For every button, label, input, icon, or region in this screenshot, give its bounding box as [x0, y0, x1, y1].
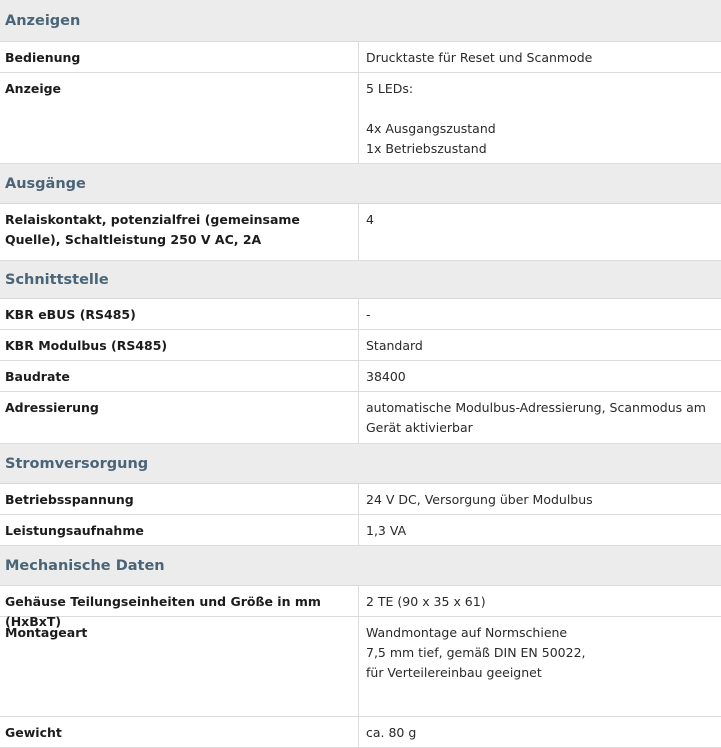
spec-row	[0, 717, 721, 748]
section-header-anzeigen: Anzeigen	[0, 0, 721, 42]
spec-value	[359, 515, 721, 545]
spec-row	[0, 42, 721, 73]
spec-row	[0, 299, 721, 330]
section-header-ausgaenge: Ausgänge	[0, 164, 721, 204]
spec-value-line	[366, 99, 715, 119]
spec-row	[0, 617, 721, 717]
spec-value	[359, 361, 721, 391]
section-header-stromversorgung: Stromversorgung	[0, 444, 721, 484]
spec-value-line: Gerät aktivierbar	[366, 420, 473, 435]
spec-value	[359, 586, 721, 616]
spec-row	[0, 204, 721, 261]
spec-value	[359, 73, 721, 163]
spec-row	[0, 361, 721, 392]
spec-label: Betriebsspannung	[0, 484, 359, 514]
spec-label: Baudrate	[0, 361, 359, 391]
spec-row	[0, 330, 721, 361]
spec-value-line: für Verteilereinbau geeignet	[366, 665, 542, 680]
spec-label: KBR eBUS (RS485)	[0, 299, 359, 329]
spec-value-line: 1,3 VA	[366, 523, 407, 538]
spec-value-line: ca. 80 g	[366, 725, 417, 740]
spec-value-line: 2 TE (90 x 35 x 61)	[366, 594, 486, 609]
spec-value-line: 1x Betriebszustand	[366, 141, 487, 156]
spec-label: Gehäuse Teilungseinheiten und Größe in mm (HxBxT)	[0, 586, 359, 616]
spec-value	[359, 617, 721, 716]
spec-value-line: Standard	[366, 338, 423, 353]
spec-value	[359, 42, 721, 72]
spec-value-line: 5 LEDs:	[366, 81, 414, 96]
section-header-schnittstelle: Schnittstelle	[0, 261, 721, 299]
spec-value	[359, 204, 721, 260]
spec-label: Leistungsaufnahme	[0, 515, 359, 545]
spec-value	[359, 330, 721, 360]
spec-value-line: 38400	[366, 369, 406, 384]
spec-label: KBR Modulbus (RS485)	[0, 330, 359, 360]
spec-label: Montageart	[0, 617, 359, 716]
spec-value	[359, 717, 721, 747]
spec-value	[359, 299, 721, 329]
spec-label: Anzeige	[0, 73, 359, 163]
spec-row	[0, 73, 721, 164]
spec-value-line: automatische Modulbus-Adressierung, Scanmodus am	[366, 400, 706, 415]
spec-value-line: 7,5 mm tief, gemäß DIN EN 50022,	[366, 645, 586, 660]
spec-label: Relaiskontakt, potenzialfrei (gemeinsame Quelle), Schaltleistung 250 V AC, 2A	[0, 204, 359, 260]
spec-label: Bedienung	[0, 42, 359, 72]
spec-row	[0, 392, 721, 444]
spec-label: Adressierung	[0, 392, 359, 443]
section-header-mechanische-daten: Mechanische Daten	[0, 546, 721, 586]
spec-value	[359, 392, 721, 443]
spec-value-line: 4	[366, 212, 374, 227]
spec-row	[0, 515, 721, 546]
spec-value-line: Wandmontage auf Normschiene	[366, 625, 568, 640]
spec-value-line: 24 V DC, Versorgung über Modulbus	[366, 492, 593, 507]
spec-row	[0, 484, 721, 515]
spec-value-line: 4x Ausgangszustand	[366, 121, 496, 136]
spec-value-line: Drucktaste für Reset und Scanmode	[366, 50, 593, 65]
spec-value	[359, 484, 721, 514]
spec-label: Gewicht	[0, 717, 359, 747]
spec-row	[0, 586, 721, 629]
spec-value-line: -	[366, 307, 371, 322]
